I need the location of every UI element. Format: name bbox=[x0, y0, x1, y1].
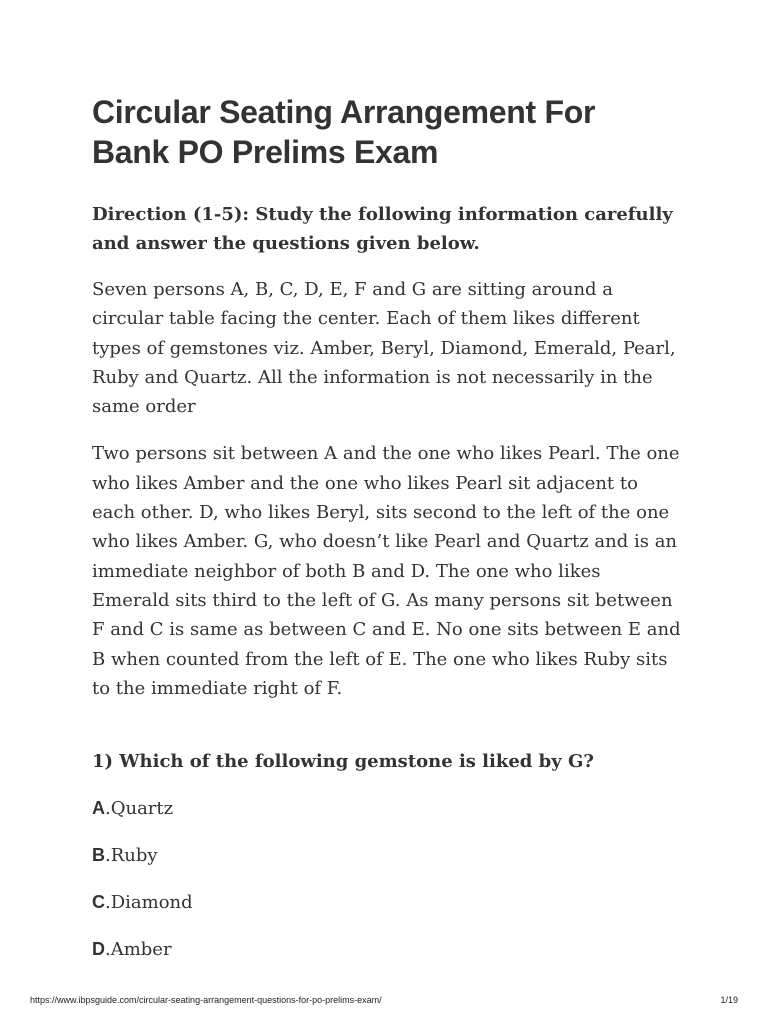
page-title-line-1: Circular Seating Arrangement For bbox=[92, 94, 596, 130]
option-c-letter: C bbox=[92, 892, 105, 913]
option-d-letter: D bbox=[92, 939, 105, 960]
question-1-options bbox=[92, 794, 682, 964]
option-b-letter: B bbox=[92, 845, 105, 866]
question-1-text: 1) Which of the following gemstone is liked by G? bbox=[92, 751, 594, 773]
page-footer bbox=[30, 995, 738, 1005]
option-c-text: .Diamond bbox=[105, 892, 193, 914]
option-a-letter: A bbox=[92, 798, 105, 819]
option-c[interactable] bbox=[92, 888, 682, 917]
page-title bbox=[92, 92, 682, 172]
option-d[interactable] bbox=[92, 935, 682, 964]
option-a-text: .Quartz bbox=[105, 798, 174, 820]
option-b-text: .Ruby bbox=[105, 845, 158, 867]
option-a[interactable] bbox=[92, 794, 682, 823]
page-indicator: 1/19 bbox=[720, 995, 738, 1005]
document-page bbox=[92, 92, 682, 982]
puzzle-paragraph-2: Two persons sit between A and the one who likes Pearl. The one who likes Amber and the one who likes Pearl sit adjacent to each other. D, who likes Beryl, sits second to the left of the one who likes Amber. G, who doesn’t like Pearl and Quartz and is an immediate neighbor of both B and D. The one who likes Emerald sits third to the left of G. As many persons sit between F and C is same as between C and E. No one sits between E and B when counted from the left of E. The one who likes Ruby sits to the immediate right of F. bbox=[92, 443, 681, 699]
puzzle-paragraph-1: Seven persons A, B, C, D, E, F and G are sitting around a circular table facing the center. Each of them likes different types of gemstones viz. Amber, Beryl, Diamond, Emerald, Pearl, Ruby and Quartz. All the information is not necessarily in the same order bbox=[92, 279, 676, 418]
footer-url[interactable]: https://www.ibpsguide.com/circular-seating-arrangement-questions-for-po-prelims-exam/ bbox=[30, 995, 382, 1005]
option-d-text: .Amber bbox=[105, 939, 172, 961]
option-b[interactable] bbox=[92, 841, 682, 870]
direction-text: Direction (1-5): Study the following information carefully and answer the questions given below. bbox=[92, 204, 673, 254]
page-title-line-2: Bank PO Prelims Exam bbox=[92, 134, 439, 170]
